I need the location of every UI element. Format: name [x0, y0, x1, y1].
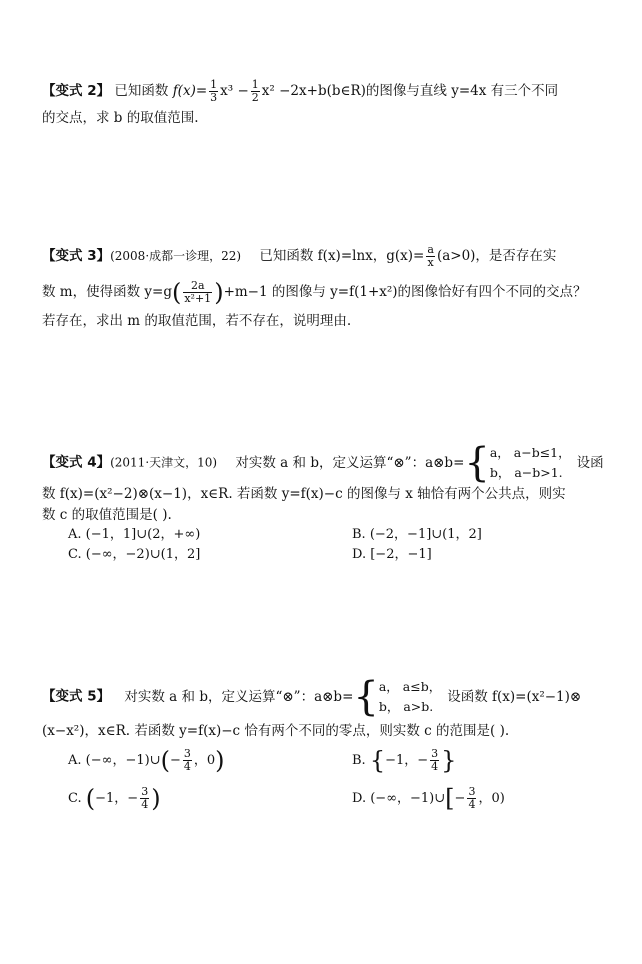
- problem-5-option-a: A. (−∞，−1)∪(− $\frac{3}{4}$ ，0): [68, 746, 225, 775]
- problem-5-cases: [379, 677, 441, 717]
- fraction-one-third: $\frac{1}{3}$: [210, 78, 218, 105]
- problem-4-option-d: D. [−2，−1]: [352, 547, 432, 562]
- problem-4-case-2: b， a−b>1.: [489, 465, 563, 480]
- problem-3-line-1: [42, 244, 556, 269]
- problem-5-text-a: 对实数 a 和 b，定义运算“⊗”：a⊗b=: [124, 688, 354, 705]
- problem-5-text-b: 设函数 f(x)=(x²−1)⊗: [447, 688, 582, 705]
- problem-5-option-c: C. (−1，− $\frac{3}{4}$ ): [68, 784, 161, 813]
- problem-4-text-b: 设函: [576, 454, 604, 471]
- problem-3-text-d: +m−1 的图像与 y=f(1+x²)的图像恰好有四个不同的交点？: [223, 284, 587, 301]
- problem-5-line-2: (x−x²)，x∈R. 若函数 y=f(x)−c 恰有两个不同的零点，则实数 c 的范围是( ).: [42, 723, 510, 739]
- problem-3-text-a: 已知函数 f(x)=lnx，g(x)=: [259, 248, 425, 265]
- problem-2-tag: 【变式 2】: [42, 83, 111, 100]
- fraction-a-over-x: $\frac{a}{x}$: [427, 243, 434, 270]
- problem-5-option-b: B. {−1，− $\frac{3}{4}$ }: [352, 746, 457, 775]
- problem-4-cases: [490, 443, 571, 483]
- problem-4-case-1: a， a−b≤1，: [489, 445, 571, 460]
- problem-4-option-a: A. (−1，1]∪(2，+∞): [68, 527, 201, 542]
- problem-5-tag: 【变式 5】: [42, 688, 111, 705]
- problem-5-case-1: a， a≤b，: [378, 679, 442, 694]
- problem-4-source: (2011·天津文，10): [110, 455, 218, 470]
- problem-3-text-b: (a>0)，是否存在实: [436, 248, 557, 265]
- fraction-one-half: $\frac{1}{2}$: [251, 78, 259, 105]
- fraction-2a-over-x2-plus-1: $\frac{2a}{\text{x²+1}}$: [184, 279, 212, 306]
- problem-4-text-a: 对实数 a 和 b，定义运算“⊗”：a⊗b=: [235, 454, 465, 471]
- problem-2-line-1: [42, 79, 558, 104]
- problem-2-text-c: x² −2x+b(b∈R)的图像与直线 y=4x 有三个不同: [261, 83, 559, 100]
- problem-5-case-2: b， a>b.: [378, 699, 434, 714]
- problem-5-line-1: 【变式 5】 对实数 a 和 b，定义运算“⊗”：a⊗b={ a， a≤b， b， a>b. 设函数 f(x)=(x²−1)⊗: [42, 674, 582, 720]
- problem-3-text-c: 数 m，使得函数 y=g: [42, 284, 172, 301]
- problem-2-fx: f(x)=: [172, 83, 208, 100]
- problem-5-option-d: D. (−∞，−1)∪[− $\frac{3}{4}$ ，0): [352, 784, 505, 813]
- problem-4-option-c: C. (−∞，−2)∪(1，2]: [68, 547, 201, 562]
- problem-3-source: (2008·成都一诊理，22): [110, 249, 242, 264]
- problem-2-text-a: 已知函数: [114, 83, 173, 100]
- problem-3-line-3: 若存在，求出 m 的取值范围，若不存在，说明理由.: [42, 313, 352, 329]
- problem-2-line-2: 的交点，求 b 的取值范围.: [42, 110, 199, 126]
- problem-2-text-b: x³ −: [220, 83, 249, 100]
- problem-4-option-b: B. (−2，−1]∪(1，2]: [352, 527, 482, 542]
- problem-4-tag: 【变式 4】: [42, 454, 111, 471]
- problem-3-tag: 【变式 3】: [42, 248, 111, 265]
- problem-4-line-2: 数 f(x)=(x²−2)⊗(x−1)，x∈R. 若函数 y=f(x)−c 的图像与 x 轴恰有两个公共点，则实: [42, 486, 566, 502]
- problem-4-line-1: 【变式 4】(2011·天津文，10) 对实数 a 和 b，定义运算“⊗”：a⊗b={ a， a−b≤1， b， a−b>1. 设函: [42, 440, 604, 486]
- problem-4-line-3: 数 c 的取值范围是( ).: [42, 507, 172, 523]
- problem-3-line-2: 数 m，使得函数 y=g( $\frac{2a}{\text{x²+1}}$ )+m−1 的图像与 y=f(1+x²)的图像恰好有四个不同的交点？: [42, 278, 587, 307]
